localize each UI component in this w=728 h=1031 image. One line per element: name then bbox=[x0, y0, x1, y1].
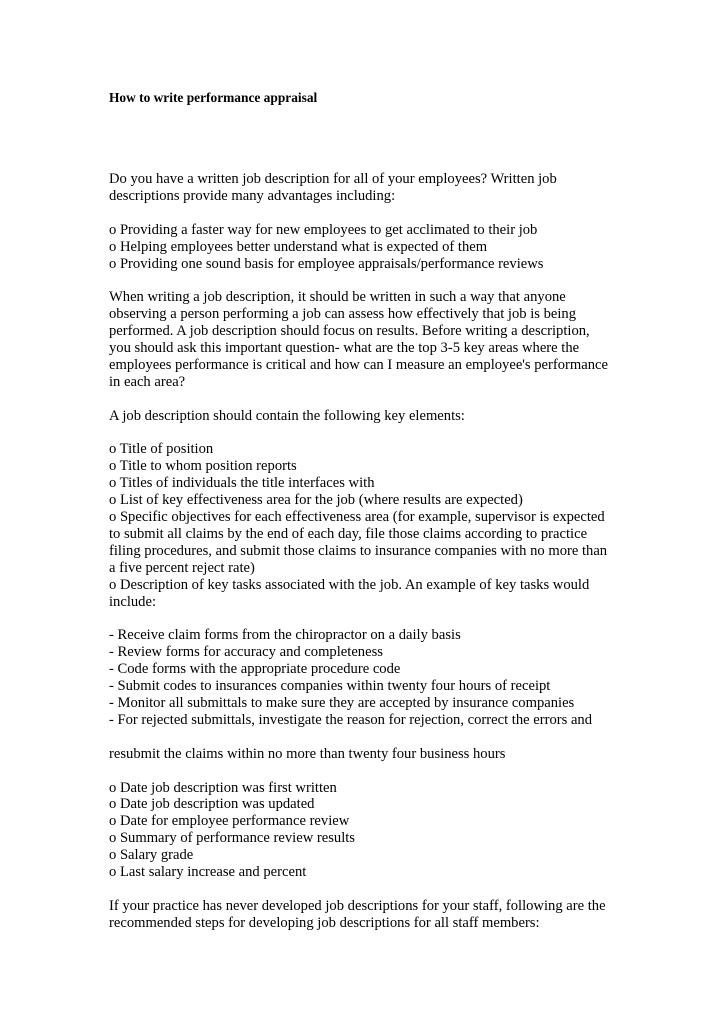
paragraph-dates-list bbox=[109, 780, 709, 881]
text-line: resubmit the claims within no more than twenty four business hours bbox=[109, 745, 506, 762]
document-body bbox=[109, 171, 709, 949]
list-item: o Providing a faster way for new employees to get acclimated to their job bbox=[109, 221, 538, 238]
text-line: A job description should contain the following key elements: bbox=[109, 407, 465, 424]
text-line: employees performance is critical and how can I measure an employee's performance bbox=[109, 356, 608, 373]
paragraph-advantages-list bbox=[109, 222, 709, 273]
text-line: recommended steps for developing job descriptions for all staff members: bbox=[109, 914, 540, 931]
list-item: o Date job description was first written bbox=[109, 779, 337, 796]
list-item: o List of key effectiveness area for the job (where results are expected) bbox=[109, 492, 523, 509]
list-item: o Date for employee performance review bbox=[109, 813, 350, 830]
list-item: o Date job description was updated bbox=[109, 796, 315, 813]
list-item: include: bbox=[109, 593, 157, 610]
paragraph-resubmit bbox=[109, 746, 709, 763]
list-item: - For rejected submittals, investigate the reason for rejection, correct the errors and bbox=[109, 711, 593, 728]
text-line: descriptions provide many advantages including: bbox=[109, 187, 396, 204]
list-item: to submit all claims by the end of each day, file those claims according to practice bbox=[109, 525, 588, 542]
list-item: o Summary of performance review results bbox=[109, 830, 355, 847]
list-item: - Receive claim forms from the chiropractor on a daily basis bbox=[109, 627, 461, 644]
document-title: How to write performance appraisal bbox=[109, 90, 318, 105]
list-item: o Specific objectives for each effectiveness area (for example, supervisor is expected bbox=[109, 509, 605, 526]
list-item: o Titles of individuals the title interfaces with bbox=[109, 475, 375, 492]
list-item: o Last salary increase and percent bbox=[109, 864, 307, 881]
paragraph-closing bbox=[109, 898, 709, 932]
text-line: in each area? bbox=[109, 373, 186, 390]
text-line: Do you have a written job description for all of your employees? Written job bbox=[109, 171, 557, 187]
paragraph-key-tasks-list bbox=[109, 627, 709, 728]
list-item: o Description of key tasks associated with the job. An example of key tasks would bbox=[109, 576, 590, 593]
list-item: o Salary grade bbox=[109, 847, 194, 864]
text-line: performed. A job description should focus on results. Before writing a description, bbox=[109, 323, 590, 340]
list-item: o Providing one sound basis for employee appraisals/performance reviews bbox=[109, 255, 544, 272]
list-item: - Monitor all submittals to make sure they are accepted by insurance companies bbox=[109, 695, 575, 712]
list-item: - Code forms with the appropriate procedure code bbox=[109, 661, 401, 678]
text-line: you should ask this important question- what are the top 3-5 key areas where the bbox=[109, 340, 580, 357]
list-item: - Review forms for accuracy and completeness bbox=[109, 644, 383, 661]
paragraph-key-elements-list bbox=[109, 441, 709, 610]
paragraph-key-elements-intro bbox=[109, 408, 709, 425]
list-item: - Submit codes to insurances companies within twenty four hours of receipt bbox=[109, 678, 551, 695]
paragraph-writing-guidance bbox=[109, 289, 709, 390]
paragraph-intro bbox=[109, 171, 709, 205]
text-line: observing a person performing a job can assess how effectively that job is being bbox=[109, 306, 577, 323]
list-item: a five percent reject rate) bbox=[109, 559, 255, 576]
list-item: o Helping employees better understand what is expected of them bbox=[109, 238, 488, 255]
list-item: o Title to whom position reports bbox=[109, 458, 297, 475]
list-item: filing procedures, and submit those claims to insurance companies with no more than bbox=[109, 542, 608, 559]
list-item: o Title of position bbox=[109, 441, 214, 458]
text-line: When writing a job description, it should be written in such a way that anyone bbox=[109, 289, 566, 306]
text-line: If your practice has never developed job descriptions for your staff, following are the bbox=[109, 897, 606, 914]
